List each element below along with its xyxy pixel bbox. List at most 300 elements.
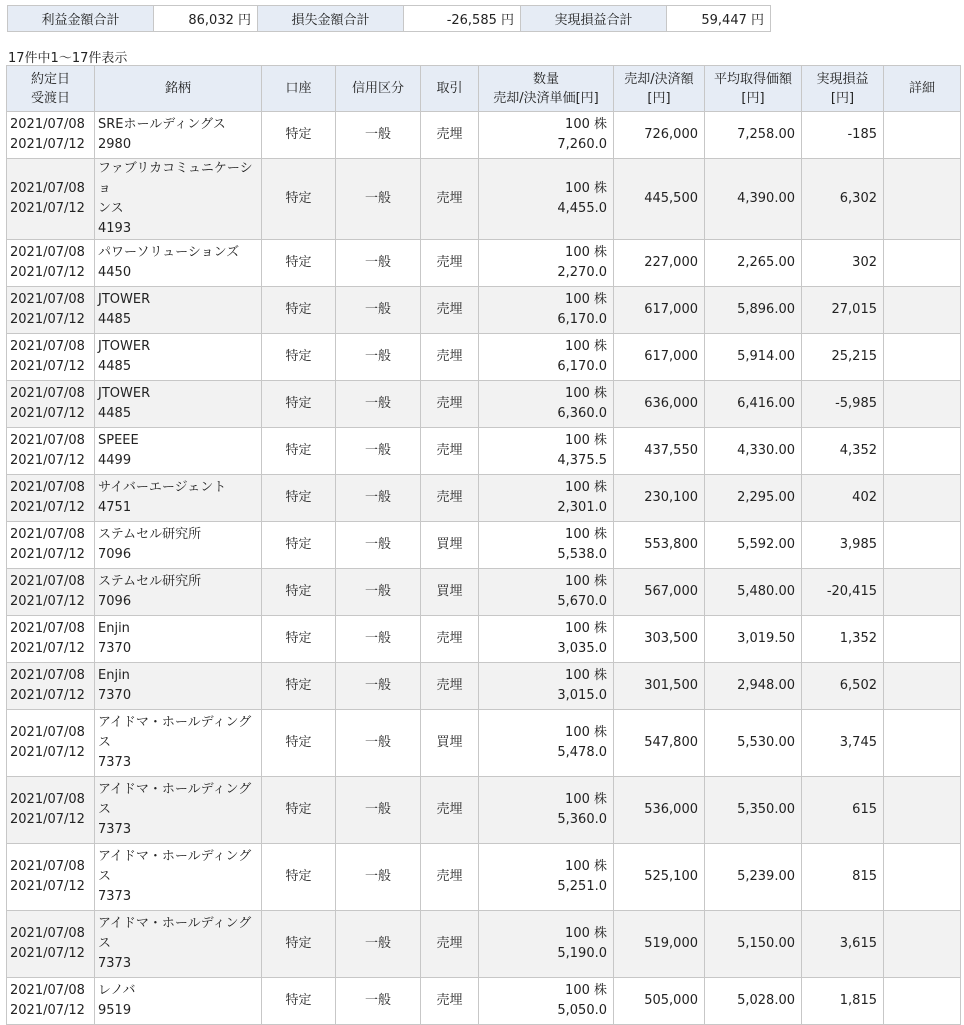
row-amount: 726,000 (614, 112, 705, 159)
row-dates (7, 428, 95, 475)
row-quantity (479, 569, 614, 616)
security-name-line[interactable]: サイバーエージェント (98, 480, 227, 495)
delivery-date: 2021/07/12 (10, 406, 85, 421)
header-amount[interactable]: 売却/決済額 [円] (614, 66, 705, 112)
row-average-cost: 2,265.00 (705, 240, 802, 287)
security-name-line[interactable]: ステムセル研究所 (98, 574, 202, 589)
security-name-line[interactable]: 7370 (98, 688, 132, 703)
header-quantity[interactable]: 数量 売却/決済単価[円] (479, 66, 614, 112)
unit-price-value: 2,270.0 (557, 265, 607, 280)
security-name-line[interactable]: 4193 (98, 221, 132, 236)
table-row (7, 428, 961, 475)
row-amount: 505,000 (614, 978, 705, 1025)
row-average-cost: 5,896.00 (705, 287, 802, 334)
row-security-name[interactable] (95, 777, 262, 844)
row-realized-pl: 402 (802, 475, 884, 522)
row-trade-type: 売埋 (421, 777, 479, 844)
header-name[interactable]: 銘柄 (95, 66, 262, 112)
contract-date: 2021/07/08 (10, 527, 85, 542)
row-security-name[interactable] (95, 616, 262, 663)
table-row (7, 616, 961, 663)
row-quantity (479, 381, 614, 428)
table-row (7, 112, 961, 159)
row-realized-pl: 27,015 (802, 287, 884, 334)
row-account: 特定 (262, 287, 336, 334)
quantity-value: 100 株 (565, 339, 607, 354)
row-account: 特定 (262, 663, 336, 710)
row-average-cost: 4,390.00 (705, 159, 802, 240)
row-average-cost: 5,239.00 (705, 844, 802, 911)
row-average-cost: 5,150.00 (705, 911, 802, 978)
unit-price-value: 5,050.0 (557, 1003, 607, 1018)
row-security-name[interactable] (95, 663, 262, 710)
row-credit-type: 一般 (336, 777, 421, 844)
row-quantity (479, 475, 614, 522)
row-account: 特定 (262, 844, 336, 911)
profit-total-label: 利益金額合計 (8, 6, 154, 32)
row-average-cost: 5,350.00 (705, 777, 802, 844)
security-name-line[interactable]: ス (98, 869, 112, 884)
delivery-date: 2021/07/12 (10, 879, 85, 894)
delivery-date: 2021/07/12 (10, 812, 85, 827)
row-account: 特定 (262, 428, 336, 475)
contract-date: 2021/07/08 (10, 792, 85, 807)
row-average-cost: 5,914.00 (705, 334, 802, 381)
row-amount: 617,000 (614, 334, 705, 381)
unit-price-value: 5,670.0 (557, 594, 607, 609)
row-amount: 567,000 (614, 569, 705, 616)
unit-price-value: 2,301.0 (557, 500, 607, 515)
realized-total-value: 59,447 円 (667, 6, 771, 32)
security-name-line[interactable]: パワーソリューションズ (98, 245, 240, 260)
row-quantity (479, 911, 614, 978)
row-account: 特定 (262, 522, 336, 569)
row-trade-type: 売埋 (421, 287, 479, 334)
row-security-name[interactable] (95, 569, 262, 616)
delivery-date: 2021/07/12 (10, 1003, 85, 1018)
unit-price-value: 5,538.0 (557, 547, 607, 562)
security-name-line[interactable]: SREホールディングス (98, 117, 226, 132)
row-amount: 536,000 (614, 777, 705, 844)
unit-price-value: 6,170.0 (557, 312, 607, 327)
row-realized-pl: 4,352 (802, 428, 884, 475)
header-detail: 詳細 (884, 66, 961, 112)
row-credit-type: 一般 (336, 522, 421, 569)
contract-date: 2021/07/08 (10, 621, 85, 636)
row-detail (884, 381, 961, 428)
row-dates (7, 844, 95, 911)
security-name-line[interactable]: 7373 (98, 889, 132, 904)
security-name-line[interactable]: 7096 (98, 594, 132, 609)
row-amount: 445,500 (614, 159, 705, 240)
result-count: 17件中1～17件表示 (8, 51, 128, 66)
row-detail (884, 475, 961, 522)
realized-total-label: 実現損益合計 (521, 6, 667, 32)
row-realized-pl: 1,352 (802, 616, 884, 663)
header-credit[interactable]: 信用区分 (336, 66, 421, 112)
row-security-name[interactable] (95, 428, 262, 475)
row-credit-type: 一般 (336, 616, 421, 663)
table-row (7, 569, 961, 616)
row-detail (884, 240, 961, 287)
row-dates (7, 334, 95, 381)
row-account: 特定 (262, 240, 336, 287)
row-trade-type: 買埋 (421, 710, 479, 777)
row-realized-pl: 3,985 (802, 522, 884, 569)
security-name-line[interactable]: ステムセル研究所 (98, 527, 202, 542)
loss-total-value: -26,585 円 (404, 6, 521, 32)
row-average-cost: 5,530.00 (705, 710, 802, 777)
row-trade-type: 売埋 (421, 334, 479, 381)
row-amount: 617,000 (614, 287, 705, 334)
table-row (7, 978, 961, 1025)
row-amount: 519,000 (614, 911, 705, 978)
row-quantity (479, 522, 614, 569)
row-credit-type: 一般 (336, 569, 421, 616)
row-credit-type: 一般 (336, 287, 421, 334)
security-name-line[interactable]: 7370 (98, 641, 132, 656)
contract-date: 2021/07/08 (10, 386, 85, 401)
security-name-line[interactable]: ファブリカコミュニケーショ (98, 161, 253, 196)
contract-date: 2021/07/08 (10, 859, 85, 874)
header-account[interactable]: 口座 (262, 66, 336, 112)
row-amount: 437,550 (614, 428, 705, 475)
row-security-name[interactable] (95, 381, 262, 428)
security-name-line[interactable]: 2980 (98, 137, 132, 152)
row-realized-pl: 302 (802, 240, 884, 287)
row-dates (7, 663, 95, 710)
row-trade-type: 売埋 (421, 112, 479, 159)
row-amount: 301,500 (614, 663, 705, 710)
row-dates (7, 287, 95, 334)
trade-history-table (6, 65, 961, 1025)
contract-date: 2021/07/08 (10, 181, 85, 196)
security-name-line[interactable]: ス (98, 936, 112, 951)
row-average-cost: 6,416.00 (705, 381, 802, 428)
contract-date: 2021/07/08 (10, 480, 85, 495)
row-security-name[interactable] (95, 159, 262, 240)
table-row (7, 334, 961, 381)
delivery-date: 2021/07/12 (10, 500, 85, 515)
row-realized-pl: 1,815 (802, 978, 884, 1025)
row-average-cost: 7,258.00 (705, 112, 802, 159)
row-realized-pl: -185 (802, 112, 884, 159)
table-row (7, 159, 961, 240)
row-realized-pl: 6,302 (802, 159, 884, 240)
row-amount: 553,800 (614, 522, 705, 569)
security-name-line[interactable]: 4485 (98, 406, 132, 421)
table-row (7, 240, 961, 287)
quantity-value: 100 株 (565, 117, 607, 132)
row-account: 特定 (262, 616, 336, 663)
row-trade-type: 売埋 (421, 381, 479, 428)
contract-date: 2021/07/08 (10, 574, 85, 589)
row-quantity (479, 287, 614, 334)
row-security-name[interactable] (95, 475, 262, 522)
row-dates (7, 522, 95, 569)
quantity-value: 100 株 (565, 181, 607, 196)
security-name-line[interactable]: SPEEE (98, 433, 139, 448)
unit-price-value: 5,478.0 (557, 745, 607, 760)
row-realized-pl: 615 (802, 777, 884, 844)
row-trade-type: 売埋 (421, 240, 479, 287)
row-dates (7, 569, 95, 616)
row-detail (884, 159, 961, 240)
row-trade-type: 売埋 (421, 978, 479, 1025)
row-credit-type: 一般 (336, 710, 421, 777)
security-name-line[interactable]: レノバ (98, 983, 136, 998)
row-credit-type: 一般 (336, 381, 421, 428)
row-credit-type: 一般 (336, 240, 421, 287)
contract-date: 2021/07/08 (10, 245, 85, 260)
security-name-line[interactable]: 7373 (98, 755, 132, 770)
row-account: 特定 (262, 911, 336, 978)
table-header-row (7, 66, 961, 112)
row-realized-pl: 815 (802, 844, 884, 911)
row-dates (7, 777, 95, 844)
row-detail (884, 112, 961, 159)
loss-total-label: 損失金額合計 (258, 6, 404, 32)
row-detail (884, 522, 961, 569)
contract-date: 2021/07/08 (10, 433, 85, 448)
row-account: 特定 (262, 710, 336, 777)
row-trade-type: 売埋 (421, 911, 479, 978)
contract-date: 2021/07/08 (10, 292, 85, 307)
row-realized-pl: -5,985 (802, 381, 884, 428)
delivery-date: 2021/07/12 (10, 594, 85, 609)
delivery-date: 2021/07/12 (10, 359, 85, 374)
unit-price-value: 6,360.0 (557, 406, 607, 421)
row-account: 特定 (262, 159, 336, 240)
row-detail (884, 978, 961, 1025)
row-average-cost: 3,019.50 (705, 616, 802, 663)
header-realized-pl[interactable]: 実現損益 [円] (802, 66, 884, 112)
row-credit-type: 一般 (336, 844, 421, 911)
quantity-value: 100 株 (565, 926, 607, 941)
unit-price-value: 6,170.0 (557, 359, 607, 374)
row-average-cost: 4,330.00 (705, 428, 802, 475)
row-realized-pl: -20,415 (802, 569, 884, 616)
row-account: 特定 (262, 978, 336, 1025)
quantity-value: 100 株 (565, 983, 607, 998)
row-credit-type: 一般 (336, 663, 421, 710)
delivery-date: 2021/07/12 (10, 547, 85, 562)
unit-price-value: 3,015.0 (557, 688, 607, 703)
row-security-name[interactable] (95, 112, 262, 159)
table-row (7, 522, 961, 569)
header-trade[interactable]: 取引 (421, 66, 479, 112)
quantity-value: 100 株 (565, 725, 607, 740)
table-row (7, 777, 961, 844)
row-detail (884, 663, 961, 710)
row-account: 特定 (262, 569, 336, 616)
header-dates[interactable]: 約定日 受渡日 (7, 66, 95, 112)
row-account: 特定 (262, 334, 336, 381)
quantity-value: 100 株 (565, 527, 607, 542)
delivery-date: 2021/07/12 (10, 745, 85, 760)
row-realized-pl: 3,615 (802, 911, 884, 978)
row-trade-type: 買埋 (421, 522, 479, 569)
unit-price-value: 3,035.0 (557, 641, 607, 656)
row-dates (7, 911, 95, 978)
security-name-line[interactable]: アイドマ・ホールディング (98, 916, 252, 931)
security-name-line[interactable]: 7096 (98, 547, 132, 562)
row-credit-type: 一般 (336, 978, 421, 1025)
row-credit-type: 一般 (336, 475, 421, 522)
row-amount: 227,000 (614, 240, 705, 287)
table-row (7, 287, 961, 334)
contract-date: 2021/07/08 (10, 725, 85, 740)
row-amount: 636,000 (614, 381, 705, 428)
row-trade-type: 売埋 (421, 663, 479, 710)
row-security-name[interactable] (95, 844, 262, 911)
security-name-line[interactable]: 4751 (98, 500, 132, 515)
security-name-line[interactable]: ス (98, 802, 112, 817)
row-trade-type: 買埋 (421, 569, 479, 616)
quantity-value: 100 株 (565, 292, 607, 307)
row-dates (7, 616, 95, 663)
row-detail (884, 710, 961, 777)
row-detail (884, 287, 961, 334)
security-name-line[interactable]: ンス (98, 201, 124, 216)
row-trade-type: 売埋 (421, 616, 479, 663)
table-row (7, 710, 961, 777)
row-amount: 303,500 (614, 616, 705, 663)
row-quantity (479, 112, 614, 159)
security-name-line[interactable]: 4485 (98, 359, 132, 374)
row-quantity (479, 240, 614, 287)
row-trade-type: 売埋 (421, 844, 479, 911)
row-quantity (479, 428, 614, 475)
row-detail (884, 911, 961, 978)
table-row (7, 381, 961, 428)
delivery-date: 2021/07/12 (10, 265, 85, 280)
row-account: 特定 (262, 112, 336, 159)
security-name-line[interactable]: ス (98, 735, 112, 750)
row-dates (7, 112, 95, 159)
unit-price-value: 5,360.0 (557, 812, 607, 827)
row-trade-type: 売埋 (421, 428, 479, 475)
row-detail (884, 569, 961, 616)
security-name-line[interactable]: JTOWER (98, 292, 151, 307)
header-average-cost[interactable]: 平均取得価額 [円] (705, 66, 802, 112)
unit-price-value: 7,260.0 (557, 137, 607, 152)
row-dates (7, 710, 95, 777)
row-account: 特定 (262, 475, 336, 522)
row-amount: 547,800 (614, 710, 705, 777)
security-name-line[interactable]: 4450 (98, 265, 132, 280)
delivery-date: 2021/07/12 (10, 641, 85, 656)
table-row (7, 475, 961, 522)
row-quantity (479, 663, 614, 710)
row-security-name[interactable] (95, 710, 262, 777)
row-credit-type: 一般 (336, 112, 421, 159)
row-detail (884, 777, 961, 844)
table-row (7, 911, 961, 978)
quantity-value: 100 株 (565, 792, 607, 807)
contract-date: 2021/07/08 (10, 339, 85, 354)
row-security-name[interactable] (95, 240, 262, 287)
security-name-line[interactable]: アイドマ・ホールディング (98, 715, 252, 730)
row-realized-pl: 25,215 (802, 334, 884, 381)
row-average-cost: 5,592.00 (705, 522, 802, 569)
security-name-line[interactable]: 4499 (98, 453, 132, 468)
row-dates (7, 978, 95, 1025)
unit-price-value: 4,455.0 (557, 201, 607, 216)
row-quantity (479, 777, 614, 844)
security-name-line[interactable]: Enjin (98, 668, 130, 683)
security-name-line[interactable]: 4485 (98, 312, 132, 327)
profit-total-value: 86,032 円 (154, 6, 258, 32)
row-credit-type: 一般 (336, 428, 421, 475)
quantity-value: 100 株 (565, 574, 607, 589)
security-name-line[interactable]: 7373 (98, 822, 132, 837)
row-realized-pl: 6,502 (802, 663, 884, 710)
row-detail (884, 844, 961, 911)
row-security-name[interactable] (95, 334, 262, 381)
security-name-line[interactable]: Enjin (98, 621, 130, 636)
row-dates (7, 240, 95, 287)
contract-date: 2021/07/08 (10, 117, 85, 132)
unit-price-value: 5,251.0 (557, 879, 607, 894)
delivery-date: 2021/07/12 (10, 946, 85, 961)
row-detail (884, 334, 961, 381)
security-name-line[interactable]: アイドマ・ホールディング (98, 849, 252, 864)
row-dates (7, 475, 95, 522)
quantity-value: 100 株 (565, 859, 607, 874)
security-name-line[interactable]: 7373 (98, 956, 132, 971)
delivery-date: 2021/07/12 (10, 201, 85, 216)
security-name-line[interactable]: 9519 (98, 1003, 132, 1018)
row-account: 特定 (262, 777, 336, 844)
row-quantity (479, 334, 614, 381)
row-quantity (479, 978, 614, 1025)
quantity-value: 100 株 (565, 621, 607, 636)
delivery-date: 2021/07/12 (10, 688, 85, 703)
delivery-date: 2021/07/12 (10, 453, 85, 468)
contract-date: 2021/07/08 (10, 926, 85, 941)
row-average-cost: 5,028.00 (705, 978, 802, 1025)
quantity-value: 100 株 (565, 480, 607, 495)
row-security-name[interactable] (95, 978, 262, 1025)
row-realized-pl: 3,745 (802, 710, 884, 777)
security-name-line[interactable]: アイドマ・ホールディング (98, 782, 252, 797)
row-credit-type: 一般 (336, 911, 421, 978)
row-trade-type: 売埋 (421, 159, 479, 240)
unit-price-value: 4,375.5 (557, 453, 607, 468)
unit-price-value: 5,190.0 (557, 946, 607, 961)
row-average-cost: 5,480.00 (705, 569, 802, 616)
row-security-name[interactable] (95, 287, 262, 334)
delivery-date: 2021/07/12 (10, 312, 85, 327)
row-quantity (479, 844, 614, 911)
quantity-value: 100 株 (565, 668, 607, 683)
row-quantity (479, 616, 614, 663)
security-name-line[interactable]: JTOWER (98, 386, 151, 401)
quantity-value: 100 株 (565, 245, 607, 260)
table-row (7, 663, 961, 710)
row-credit-type: 一般 (336, 159, 421, 240)
row-credit-type: 一般 (336, 334, 421, 381)
row-security-name[interactable] (95, 522, 262, 569)
row-average-cost: 2,295.00 (705, 475, 802, 522)
quantity-value: 100 株 (565, 433, 607, 448)
row-average-cost: 2,948.00 (705, 663, 802, 710)
row-security-name[interactable] (95, 911, 262, 978)
security-name-line[interactable]: JTOWER (98, 339, 151, 354)
row-quantity (479, 710, 614, 777)
row-dates (7, 159, 95, 240)
